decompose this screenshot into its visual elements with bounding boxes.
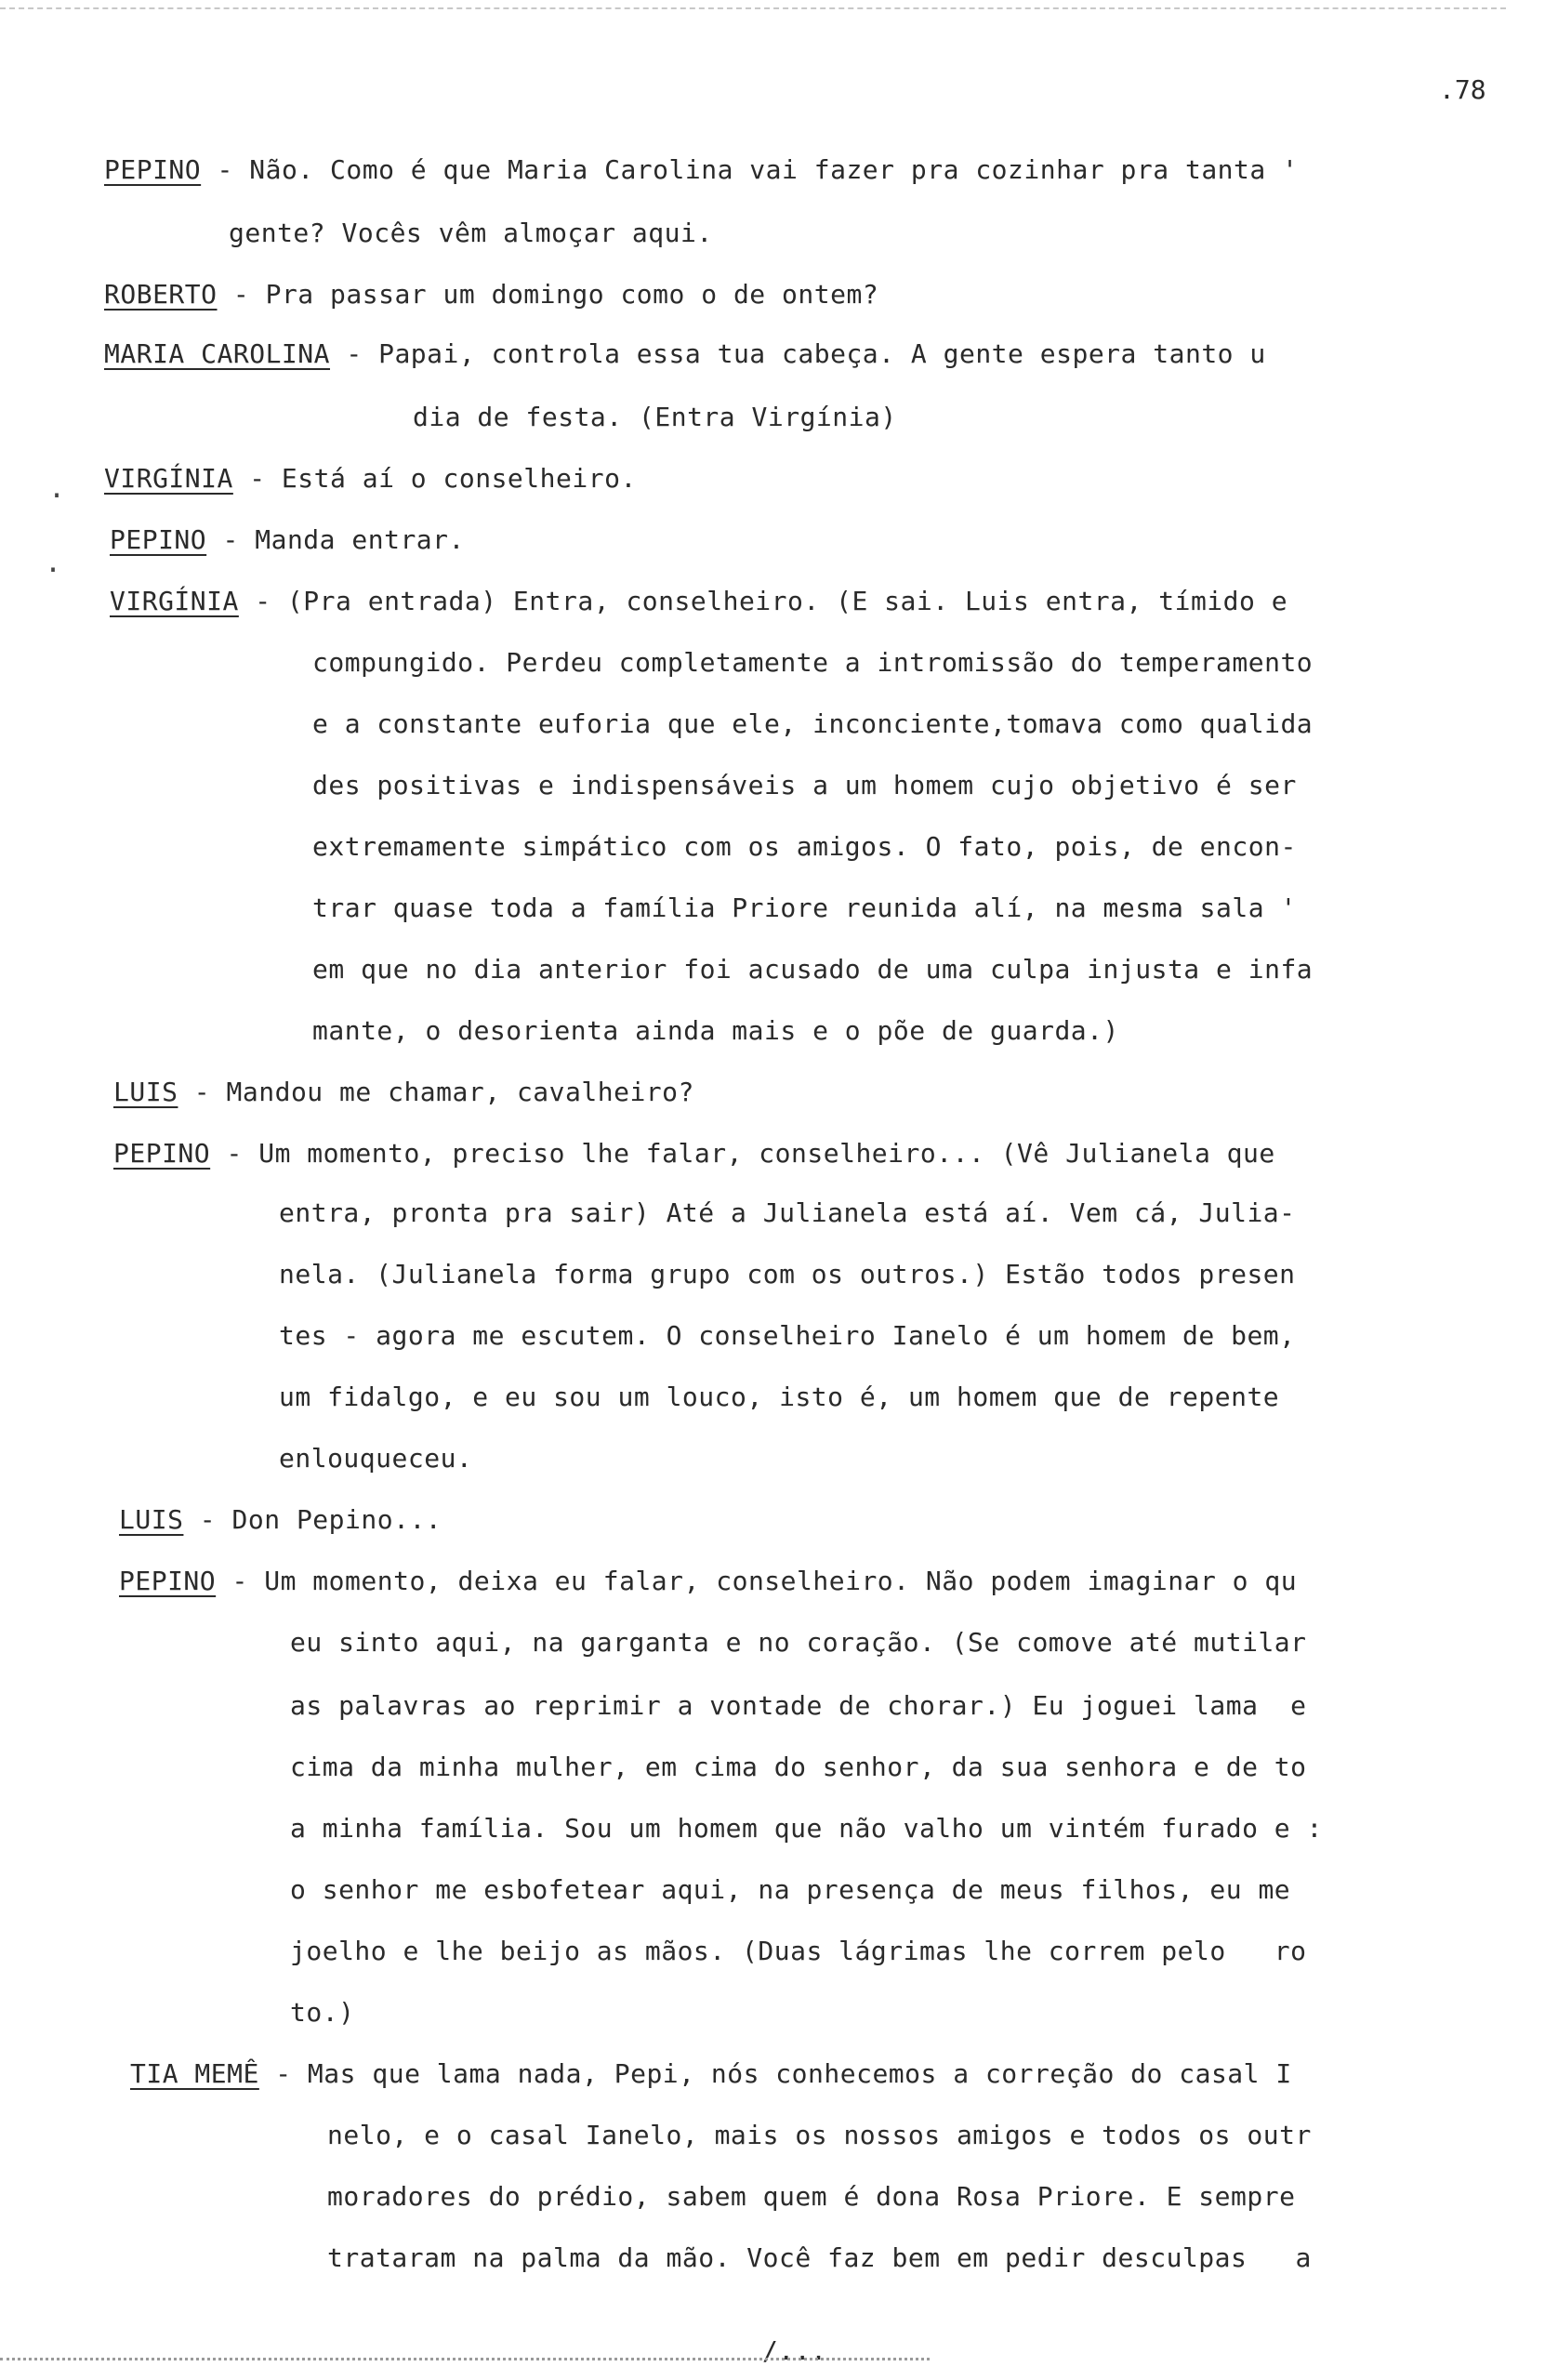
script-line <box>104 463 637 494</box>
script-line <box>290 1874 1290 1905</box>
script-line <box>290 1752 1307 1782</box>
line-text: - Mandou me chamar, cavalheiro? <box>178 1077 694 1107</box>
line-text: um fidalgo, e eu sou um louco, isto é, um homem que de repente <box>279 1382 1280 1412</box>
top-edge-rule <box>0 7 1506 9</box>
script-line <box>312 770 1297 800</box>
line-text: - Um momento, deixa eu falar, conselheiro. Não podem imaginar o qu <box>216 1566 1298 1596</box>
speaker-name: LUIS <box>113 1077 178 1107</box>
script-line <box>119 1566 1297 1596</box>
line-text: a minha família. Sou um homem que não valho um vintém furado e : <box>290 1813 1323 1844</box>
line-text: - Manda entrar. <box>206 524 465 555</box>
script-line <box>312 954 1313 985</box>
script-line <box>290 1627 1307 1658</box>
script-line <box>312 892 1297 923</box>
script-line <box>327 2120 1312 2150</box>
line-text: nelo, e o casal Ianelo, mais os nossos amigos e todos os outr <box>327 2120 1312 2150</box>
script-line <box>110 524 465 555</box>
script-line <box>110 586 1287 616</box>
speaker-name: PEPINO <box>113 1138 211 1169</box>
line-text: des positivas e indispensáveis a um homem cujo objetivo é ser <box>312 770 1297 800</box>
script-line <box>104 279 878 310</box>
script-line <box>290 1690 1307 1721</box>
script-line <box>279 1197 1296 1228</box>
script-line <box>312 1015 1119 1046</box>
script-line <box>327 2242 1312 2273</box>
script-line <box>130 2058 1292 2089</box>
line-text: - Está aí o conselheiro. <box>232 463 637 494</box>
line-text: dia de festa. (Entra Virgínia) <box>413 402 897 432</box>
speaker-name: PEPINO <box>104 154 202 185</box>
line-text: entra, pronta pra sair) Até a Julianela está aí. Vem cá, Julia- <box>279 1197 1296 1228</box>
line-text: trar quase toda a família Priore reunida alí, na mesma sala ' <box>312 892 1297 923</box>
page-number: .78 <box>1439 74 1486 105</box>
line-text: o senhor me esbofetear aqui, na presença de meus filhos, eu me <box>290 1874 1291 1905</box>
script-line <box>290 1997 354 2028</box>
line-text: - Mas que lama nada, Pepi, nós conhecemos a correção do casal I <box>258 2058 1292 2089</box>
script-line <box>279 1382 1279 1412</box>
script-line <box>104 154 1298 185</box>
script-line <box>104 338 1266 369</box>
script-line <box>290 1813 1323 1844</box>
script-line <box>113 1138 1275 1169</box>
script-line <box>413 402 897 432</box>
line-text: tes - agora me escutem. O conselheiro Ianelo é um homem de bem, <box>279 1320 1296 1351</box>
script-line <box>327 2181 1295 2212</box>
line-text: cima da minha mulher, em cima do senhor, da sua senhora e de to <box>290 1752 1307 1782</box>
bottom-edge-rule <box>0 2358 930 2360</box>
script-line <box>113 1077 694 1107</box>
script-line <box>312 647 1313 678</box>
line-text: em que no dia anterior foi acusado de uma culpa injusta e infa <box>312 954 1314 985</box>
line-text: - Papai, controla essa tua cabeça. A gente espera tanto u <box>330 338 1266 369</box>
line-text: - Don Pepino... <box>183 1504 442 1535</box>
script-line <box>119 1504 442 1535</box>
speaker-name: ROBERTO <box>104 279 218 310</box>
speaker-name: LUIS <box>119 1504 184 1535</box>
line-text: compungido. Perdeu completamente a intromissão do temperamento <box>312 647 1314 678</box>
script-line <box>290 1936 1307 1966</box>
script-line <box>312 708 1313 739</box>
margin-dot: . <box>48 472 66 505</box>
line-text: joelho e lhe beijo as mãos. (Duas lágrimas lhe correm pelo ro <box>290 1936 1307 1966</box>
speaker-name: VIRGÍNIA <box>104 463 233 494</box>
line-text: - Não. Como é que Maria Carolina vai fazer pra cozinhar pra tanta ' <box>201 154 1299 185</box>
line-text: nela. (Julianela forma grupo com os outros.) Estão todos presen <box>279 1259 1296 1289</box>
script-line <box>279 1259 1296 1289</box>
script-line <box>279 1320 1296 1351</box>
script-line <box>229 218 713 248</box>
speaker-name: VIRGÍNIA <box>110 586 239 616</box>
speaker-name: TIA MEMÊ <box>130 2058 259 2089</box>
line-text: mante, o desorienta ainda mais e o põe de guarda.) <box>312 1015 1119 1046</box>
line-text: moradores do prédio, sabem quem é dona Rosa Priore. E sempre <box>327 2181 1296 2212</box>
line-text: eu sinto aqui, na garganta e no coração. (Se comove até mutilar <box>290 1627 1307 1658</box>
line-text: gente? Vocês vêm almoçar aqui. <box>229 218 713 248</box>
line-text: as palavras ao reprimir a vontade de chorar.) Eu joguei lama e <box>290 1690 1307 1721</box>
margin-dot: . <box>45 547 62 579</box>
speaker-name: PEPINO <box>119 1566 217 1596</box>
continuation-mark: /... <box>762 2335 827 2366</box>
speaker-name: MARIA CAROLINA <box>104 338 331 369</box>
script-line <box>312 831 1297 862</box>
speaker-name: PEPINO <box>110 524 207 555</box>
line-text: e a constante euforia que ele, inconciente,tomava como qualida <box>312 708 1314 739</box>
line-text: - Um momento, preciso lhe falar, conselheiro... (Vê Julianela que <box>210 1138 1275 1169</box>
line-text: enlouqueceu. <box>279 1443 473 1474</box>
line-text: extremamente simpático com os amigos. O fato, pois, de encon- <box>312 831 1297 862</box>
line-text: trataram na palma da mão. Você faz bem em pedir desculpas a <box>327 2242 1312 2273</box>
script-line <box>279 1443 472 1474</box>
line-text: - (Pra entrada) Entra, conselheiro. (E sai. Luis entra, tímido e <box>238 586 1288 616</box>
line-text: to.) <box>290 1997 355 2028</box>
line-text: - Pra passar um domingo como o de ontem? <box>217 279 879 310</box>
